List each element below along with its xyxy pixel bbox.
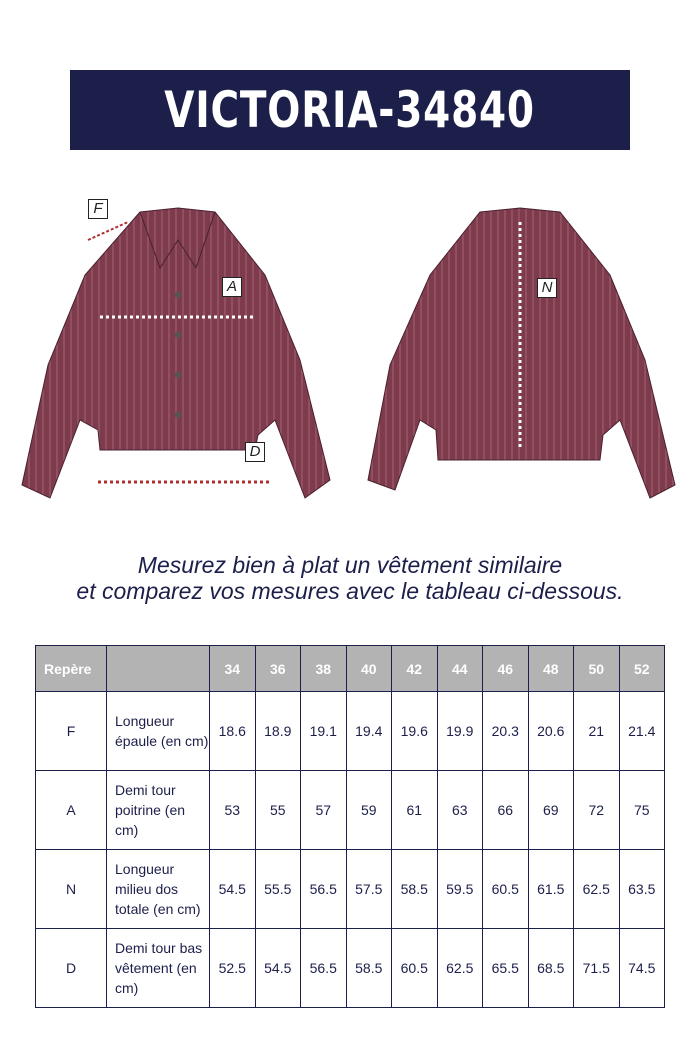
title-banner bbox=[70, 70, 630, 150]
row-value: 59.5 bbox=[437, 850, 483, 929]
table-row bbox=[36, 929, 665, 1008]
table-header bbox=[36, 646, 665, 692]
row-value: 19.9 bbox=[437, 692, 483, 771]
header-size: 46 bbox=[483, 646, 529, 692]
row-value: 56.5 bbox=[301, 929, 347, 1008]
header-size: 34 bbox=[210, 646, 256, 692]
product-title: VICTORIA-34840 bbox=[164, 81, 536, 139]
instructions bbox=[0, 552, 700, 604]
header-size: 48 bbox=[528, 646, 574, 692]
row-value: 63.5 bbox=[619, 850, 665, 929]
size-table bbox=[35, 645, 665, 1008]
marker-a: A bbox=[222, 277, 242, 297]
row-value: 20.3 bbox=[483, 692, 529, 771]
row-value: 54.5 bbox=[210, 850, 256, 929]
row-description: Longueur épaule (en cm) bbox=[107, 692, 210, 771]
row-value: 62.5 bbox=[574, 850, 620, 929]
row-value: 20.6 bbox=[528, 692, 574, 771]
header-size: 40 bbox=[346, 646, 392, 692]
row-value: 68.5 bbox=[528, 929, 574, 1008]
row-description: Demi tour poitrine (en cm) bbox=[107, 771, 210, 850]
row-value: 19.6 bbox=[392, 692, 438, 771]
row-value: 74.5 bbox=[619, 929, 665, 1008]
header-size: 52 bbox=[619, 646, 665, 692]
row-repere: F bbox=[36, 692, 107, 771]
marker-n: N bbox=[537, 278, 557, 298]
row-value: 60.5 bbox=[392, 929, 438, 1008]
header-repere: Repère bbox=[36, 646, 107, 692]
header-desc bbox=[107, 646, 210, 692]
row-value: 65.5 bbox=[483, 929, 529, 1008]
row-repere: A bbox=[36, 771, 107, 850]
header-size: 50 bbox=[574, 646, 620, 692]
row-value: 60.5 bbox=[483, 850, 529, 929]
row-value: 71.5 bbox=[574, 929, 620, 1008]
header-size: 42 bbox=[392, 646, 438, 692]
row-value: 75 bbox=[619, 771, 665, 850]
row-value: 19.1 bbox=[301, 692, 347, 771]
row-value: 59 bbox=[346, 771, 392, 850]
jacket-back bbox=[368, 208, 675, 498]
table-row bbox=[36, 692, 665, 771]
instructions-line2: et comparez vos mesures avec le tableau ci-dessous. bbox=[76, 578, 624, 604]
row-value: 58.5 bbox=[392, 850, 438, 929]
row-value: 21 bbox=[574, 692, 620, 771]
row-value: 55 bbox=[255, 771, 301, 850]
row-value: 55.5 bbox=[255, 850, 301, 929]
row-value: 66 bbox=[483, 771, 529, 850]
jacket-front bbox=[22, 208, 330, 498]
row-value: 63 bbox=[437, 771, 483, 850]
marker-d: D bbox=[245, 442, 265, 462]
row-value: 21.4 bbox=[619, 692, 665, 771]
row-value: 19.4 bbox=[346, 692, 392, 771]
row-description: Demi tour bas vêtement (en cm) bbox=[107, 929, 210, 1008]
row-value: 61.5 bbox=[528, 850, 574, 929]
header-size: 38 bbox=[301, 646, 347, 692]
row-value: 53 bbox=[210, 771, 256, 850]
row-value: 57.5 bbox=[346, 850, 392, 929]
row-value: 62.5 bbox=[437, 929, 483, 1008]
table-row bbox=[36, 850, 665, 929]
header-size: 44 bbox=[437, 646, 483, 692]
row-value: 69 bbox=[528, 771, 574, 850]
row-value: 18.6 bbox=[210, 692, 256, 771]
row-value: 61 bbox=[392, 771, 438, 850]
row-description: Longueur milieu dos totale (en cm) bbox=[107, 850, 210, 929]
row-repere: D bbox=[36, 929, 107, 1008]
garment-illustration bbox=[0, 180, 700, 510]
row-value: 72 bbox=[574, 771, 620, 850]
marker-f: F bbox=[88, 199, 108, 219]
row-value: 54.5 bbox=[255, 929, 301, 1008]
row-value: 18.9 bbox=[255, 692, 301, 771]
row-repere: N bbox=[36, 850, 107, 929]
table-row bbox=[36, 771, 665, 850]
row-value: 56.5 bbox=[301, 850, 347, 929]
instructions-line1: Mesurez bien à plat un vêtement similaire bbox=[137, 552, 563, 578]
row-value: 58.5 bbox=[346, 929, 392, 1008]
row-value: 52.5 bbox=[210, 929, 256, 1008]
header-size: 36 bbox=[255, 646, 301, 692]
row-value: 57 bbox=[301, 771, 347, 850]
